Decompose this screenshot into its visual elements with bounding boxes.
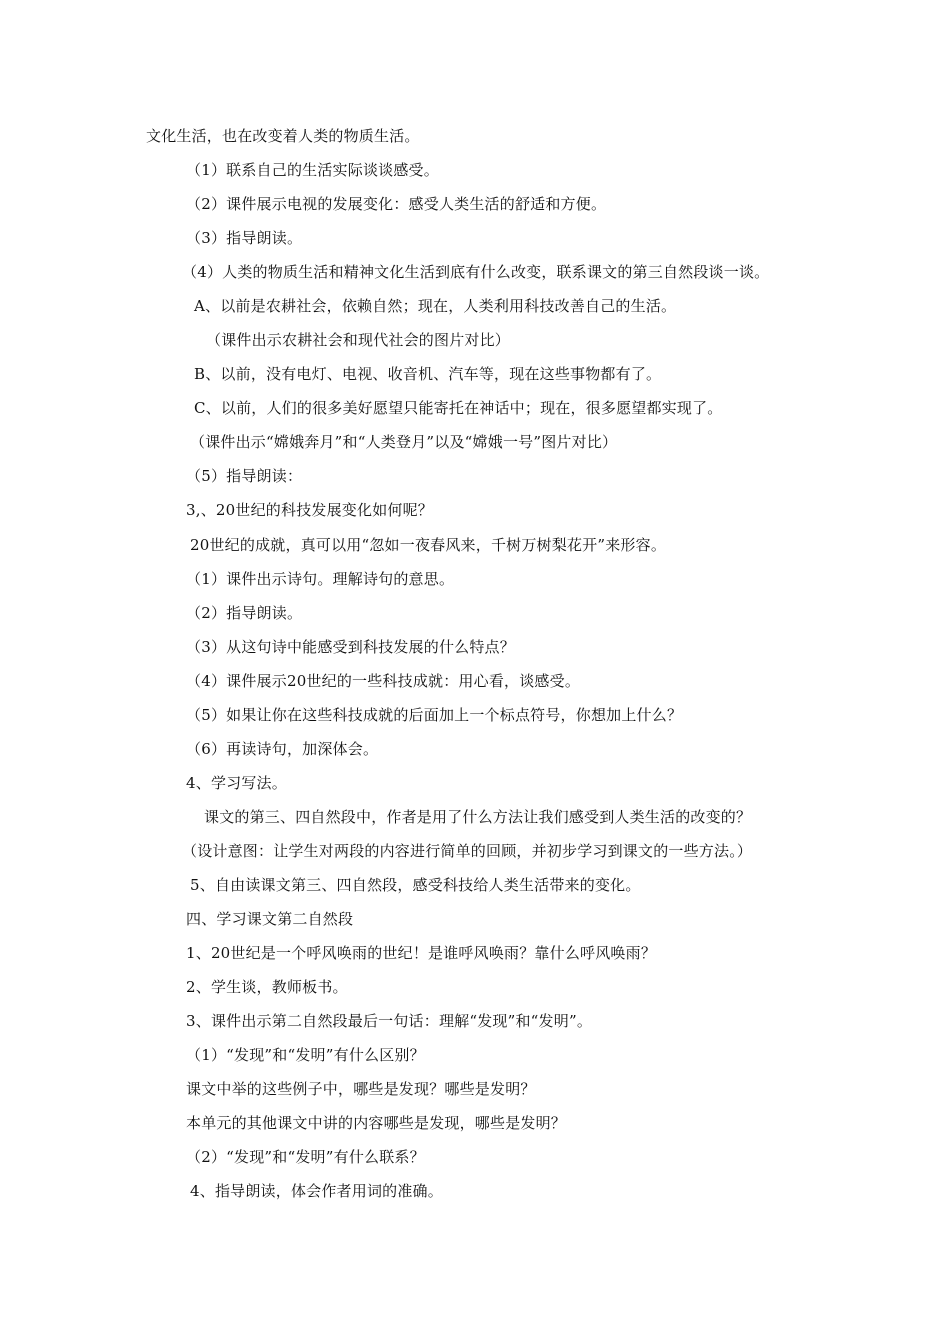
text-line-31: （2）“发现”和“发明”有什么联系？ <box>186 1148 425 1166</box>
text-line-2: （1）联系自己的生活实际谈谈感受。 <box>186 161 439 179</box>
text-line-26: 2、学生谈，教师板书。 <box>186 978 348 996</box>
text-line-10: （课件出示“嫦娥奔月”和“人类登月”以及“嫦娥一号”图片对比） <box>190 433 618 451</box>
text-line-6: A、以前是农耕社会，依赖自然；现在，人类利用科技改善自己的生活。 <box>194 297 677 315</box>
text-line-5: （4）人类的物质生活和精神文化生活到底有什么改变，联系课文的第三自然段谈一谈。 <box>182 263 770 281</box>
text-line-18: （5）如果让你在这些科技成就的后面加上一个标点符号，你想加上什么？ <box>186 706 683 724</box>
text-line-1: 文化生活，也在改变着人类的物质生活。 <box>146 127 420 145</box>
text-line-30: 本单元的其他课文中讲的内容哪些是发现，哪些是发明？ <box>186 1114 567 1132</box>
text-line-14: （1）课件出示诗句。理解诗句的意思。 <box>186 570 455 588</box>
text-line-32: 4、指导朗读，体会作者用词的准确。 <box>190 1182 443 1200</box>
text-line-17: （4）课件展示20世纪的一些科技成就：用心看，谈感受。 <box>186 672 581 690</box>
text-line-3: （2）课件展示电视的发展变化：感受人类生活的舒适和方便。 <box>186 195 607 213</box>
text-line-24: 四、学习课文第二自然段 <box>186 910 354 928</box>
text-line-12: 3,、20世纪的科技发展变化如何呢？ <box>186 501 433 519</box>
text-line-25: 1、20世纪是一个呼风唤雨的世纪！是谁呼风唤雨？靠什么呼风唤雨？ <box>186 944 657 962</box>
text-line-13: 20世纪的成就，真可以用“忽如一夜春风来，千树万树梨花开”来形容。 <box>190 536 667 554</box>
text-line-21: 课文的第三、四自然段中，作者是用了什么方法让我们感受到人类生活的改变的？ <box>204 808 752 826</box>
text-line-11: （5）指导朗读： <box>186 467 303 485</box>
text-line-23: 5、自由读课文第三、四自然段，感受科技给人类生活带来的变化。 <box>190 876 641 894</box>
text-line-16: （3）从这句诗中能感受到科技发展的什么特点？ <box>186 638 515 656</box>
text-line-4: （3）指导朗读。 <box>186 229 303 247</box>
text-line-9: C、以前，人们的很多美好愿望只能寄托在神话中；现在，很多愿望都实现了。 <box>194 399 723 417</box>
text-line-22: （设计意图：让学生对两段的内容进行简单的回顾，并初步学习到课文的一些方法。） <box>182 842 753 860</box>
text-line-27: 3、课件出示第二自然段最后一句话：理解“发现”和“发明”。 <box>186 1012 593 1030</box>
text-line-7: （课件出示农耕社会和现代社会的图片对比） <box>206 331 511 349</box>
text-line-28: （1）“发现”和“发明”有什么区别？ <box>186 1046 425 1064</box>
text-line-15: （2）指导朗读。 <box>186 604 303 622</box>
text-line-20: 4、学习写法。 <box>186 774 287 792</box>
text-line-29: 课文中举的这些例子中，哪些是发现？哪些是发明？ <box>186 1080 536 1098</box>
text-line-8: B、以前，没有电灯、电视、收音机、汽车等，现在这些事物都有了。 <box>194 365 662 383</box>
text-line-19: （6）再读诗句，加深体会。 <box>186 740 379 758</box>
